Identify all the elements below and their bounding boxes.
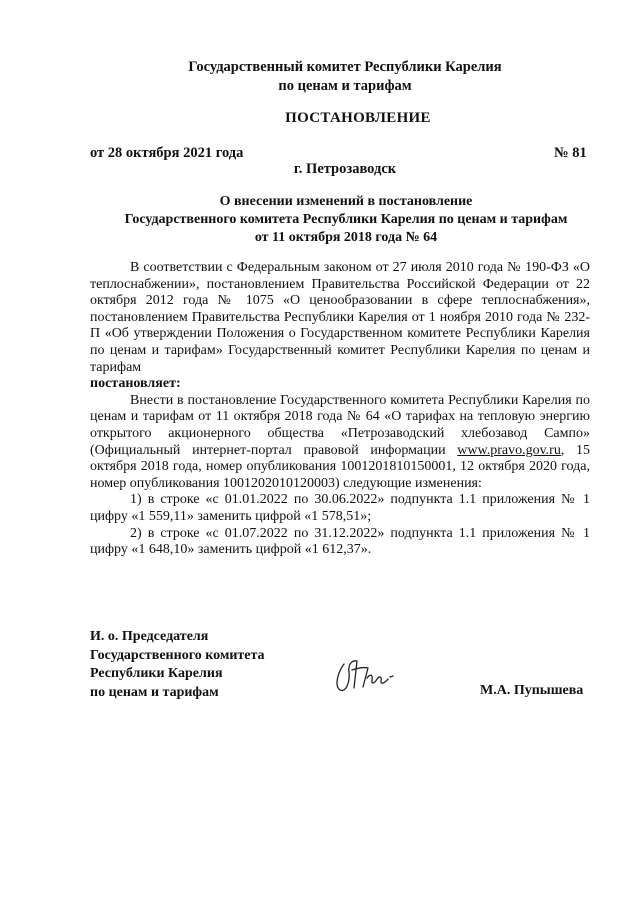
signatory-title-line-1: И. о. Председателя — [90, 629, 209, 644]
resolves-word: постановляет: — [90, 376, 181, 392]
signatory-name: М.А. Пупышева — [480, 683, 584, 698]
authority-line-1: Государственный комитет Республики Карелия — [188, 59, 502, 75]
subject-line-1: О внесении изменений в постановление — [219, 194, 473, 209]
document-date: от 28 октября 2021 года — [90, 145, 244, 161]
issuing-authority — [0, 58, 640, 96]
preamble-paragraph — [90, 260, 590, 376]
document-number: № 81 — [554, 145, 587, 161]
document-subject — [86, 193, 606, 247]
main-paragraph — [90, 393, 590, 493]
signatory-title-line-2: Государственного комитета — [90, 647, 265, 663]
amendment-item-1: 1) в строке «с 01.01.2022 по 30.06.2022» подпункта 1.1 приложения № 1 цифру «1 559,11» заменить цифрой «1 578,51»; — [90, 492, 590, 524]
signatory-title-line-4: по ценам и тарифам — [90, 684, 219, 700]
document-city: г. Петрозаводск — [293, 161, 397, 177]
signatory-title-line-3: Республики Карелия — [90, 666, 223, 681]
document-body — [90, 260, 590, 559]
preamble-text: В соответствии с Федеральным законом от 27 июля 2010 года № 190-ФЗ «О теплоснабжении», постановлением Правительства Российской Федерации от 22 октября 2012 года № 1075 «О ценообразовании в сфере теплоснабжения», постановлением Правительства Республики Карелия от 1 ноября 2010 года № 232-П «Об утверждении Положения о Государственном комитете Республики Карелия по ценам и тарифам» Государственный комитет Республики Карелия по ценам и тарифам — [90, 260, 590, 375]
main-text-part-1: Внести в постановление Государственного комитета Республики Карелия по ценам и тарифам от 11 октября 2018 года № 64 «О тарифах на тепловую энергию открытого акционерного общества «Петрозаводский хлебозавод Сампо» (Официальный интернет-портал правовой информации — [90, 392, 590, 458]
handwritten-signature-icon — [330, 652, 400, 697]
main-text-part-2: , 15 октября 2018 года, номер опубликования 1001201810150001, 12 октября 2020 года, номер опубликования 1001202010120003) следующие изменения: — [90, 442, 591, 491]
pravo-link[interactable]: www.pravo.gov.ru — [457, 442, 561, 458]
subject-line-3: от 11 октября 2018 года № 64 — [254, 230, 438, 245]
signatory-title — [90, 628, 265, 702]
authority-line-2: по ценам и тарифам — [278, 78, 412, 94]
amendment-item-2: 2) в строке «с 01.07.2022 по 31.12.2022» подпункта 1.1 приложения № 1 цифру «1 648,10» заменить цифрой «1 612,37». — [90, 525, 590, 558]
subject-line-2: Государственного комитета Республики Карелия по ценам и тарифам — [124, 212, 568, 227]
document-type: ПОСТАНОВЛЕНИЕ — [285, 110, 431, 126]
